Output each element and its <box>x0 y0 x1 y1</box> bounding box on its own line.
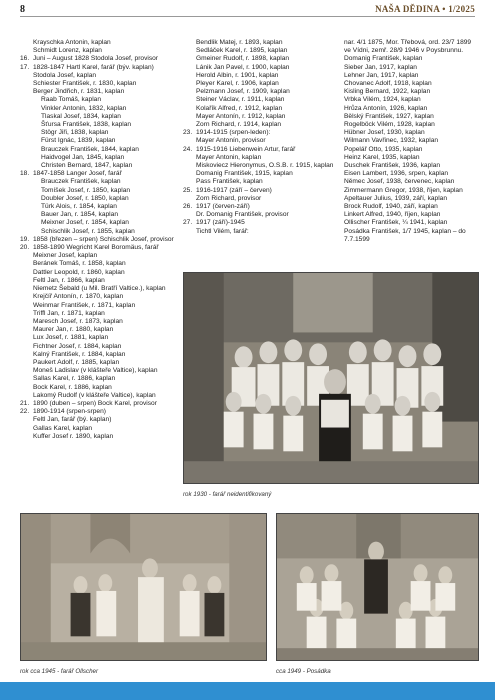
photo-caption-1930: rok 1930 - farář neidentifikovaný <box>183 491 272 498</box>
list-item <box>183 146 353 154</box>
entry-text: 1916-1917 (září – červen) <box>196 186 272 194</box>
entry-number <box>20 367 33 375</box>
entry-number <box>20 416 33 424</box>
entry-text: Tomíšek Josef, r. 1850, kaplan <box>41 186 131 194</box>
entry-number <box>20 211 33 219</box>
list-item <box>183 219 353 227</box>
entry-number <box>20 154 33 162</box>
list-item: Němec Josef, 1938, červenec, kaplan <box>344 178 455 186</box>
list-item <box>20 47 180 55</box>
entry-number <box>20 343 33 351</box>
entry-text: Maresch Josef, r. 1873, kaplan <box>33 317 123 325</box>
entry-text: Miskoviecz Hieronymus, O.S.B. r. 1915, kaplan <box>196 162 334 170</box>
entry-text: Fichtner Josef, r. 1884, kaplan <box>33 342 122 350</box>
list-item <box>20 39 180 47</box>
entry-text: Bendlik Matej, r. 1893, kaplan <box>196 39 283 46</box>
entry-number <box>20 310 33 318</box>
entry-text: Mayer Antonín, r. 1912, kaplan <box>196 112 286 120</box>
list-item: Linkert Alfred, 1940, říjen, kaplan <box>344 211 441 219</box>
entry-number <box>20 121 33 129</box>
list-item <box>20 425 180 433</box>
entry-number <box>20 72 33 80</box>
list-item <box>20 334 180 342</box>
entry-text: 1890-1914 (srpen-srpen) <box>33 408 106 416</box>
entry-number: 18. <box>20 170 30 178</box>
header-rule <box>20 16 475 17</box>
list-item <box>20 219 180 227</box>
entry-text: 1917 (červen-září) <box>196 203 250 211</box>
list-item <box>183 162 353 170</box>
entry-text: 1858-1890 Wegricht Karel Boromäus, farář <box>33 244 159 252</box>
entry-number <box>20 80 33 88</box>
entry-text: Feltl Jan, r. 1866, kaplan <box>33 276 105 284</box>
entry-number: 22. <box>20 408 30 416</box>
entry-number <box>183 154 196 162</box>
entry-number <box>183 47 196 55</box>
list-item <box>20 228 180 236</box>
list-item <box>183 228 353 236</box>
entry-text: Lux Josef, r. 1881, kaplan <box>33 334 109 342</box>
entry-number: 16. <box>20 55 30 63</box>
list-item <box>183 64 353 72</box>
entry-text: Pleyer Karel, r. 1906, kaplan <box>196 80 279 88</box>
entry-text: Mayer Antonín, provisor <box>196 137 266 145</box>
entry-number <box>20 113 33 121</box>
list-item <box>183 211 353 219</box>
entry-text: 1890 (duben – srpen) Bock Karel, provisor <box>33 399 157 407</box>
list-item <box>183 154 353 162</box>
entry-text: Sallas Karel, r. 1886, kaplan <box>33 375 116 383</box>
entry-text: Herold Albin, r. 1901, kaplan <box>196 71 279 79</box>
list-item <box>183 47 353 55</box>
entry-number <box>20 375 33 383</box>
entry-number <box>20 129 33 137</box>
photo-caption-1949: cca 1949 - Posádka <box>276 668 331 675</box>
entry-number <box>183 228 196 236</box>
list-item <box>20 80 180 88</box>
entry-number <box>20 195 33 203</box>
entry-text: Gmeiner Rudolf, r. 1898, kaplan <box>196 55 290 63</box>
entry-number <box>183 137 196 145</box>
list-item <box>183 195 353 203</box>
list-item <box>20 269 180 277</box>
list-item <box>183 88 353 96</box>
entry-number <box>20 433 33 441</box>
entry-number: 27. <box>183 219 193 227</box>
list-item <box>20 236 180 244</box>
entry-text: Beránek Tomáš, r. 1858, kaplan <box>33 260 126 268</box>
list-item <box>20 96 180 104</box>
entry-text: Paukert Adolf, r. 1885, kaplan <box>33 358 120 366</box>
entry-number <box>20 359 33 367</box>
list-item <box>183 105 353 113</box>
entry-number <box>20 187 33 195</box>
entry-number <box>183 72 196 80</box>
list-item <box>20 187 180 195</box>
list-item <box>20 318 180 326</box>
list-item <box>20 343 180 351</box>
list-item: Hübner Josef, 1930, kaplan <box>344 129 425 137</box>
entry-text: Mayer Antonin, kaplan <box>196 153 262 161</box>
entry-text: Brauczek František, 1844, kaplan <box>41 145 139 153</box>
entry-text: Meixner Josef, kaplan <box>33 252 98 260</box>
entry-number <box>20 302 33 310</box>
list-item <box>183 39 353 47</box>
list-item <box>183 203 353 211</box>
entry-number <box>183 55 196 63</box>
list-item <box>20 146 180 154</box>
entry-number <box>183 121 196 129</box>
entry-number <box>20 269 33 277</box>
list-item: Eisen Lambert, 1936, srpen, kaplan <box>344 170 449 178</box>
entry-number: 25. <box>183 186 193 194</box>
entry-number <box>183 39 196 47</box>
entry-number <box>183 64 196 72</box>
entry-text: Bock Karel, r. 1886, kaplan <box>33 383 112 391</box>
entry-number <box>20 351 33 359</box>
entry-number <box>20 252 33 260</box>
entry-text: Haidvogel Jan, 1845, kaplan <box>41 153 125 161</box>
entry-number <box>183 195 196 203</box>
list-item <box>20 416 180 424</box>
entry-number <box>183 178 196 186</box>
entry-number <box>183 88 196 96</box>
entry-number: 23. <box>183 129 193 137</box>
entry-text: Moneš Ladislav (v klášteře Valtice), kaplan <box>33 367 158 375</box>
entry-number <box>20 88 33 96</box>
list-item <box>183 55 353 63</box>
list-item <box>20 293 180 301</box>
entry-number <box>20 318 33 326</box>
entry-number <box>20 203 33 211</box>
text-column-2 <box>183 39 353 236</box>
list-item: Posádka František, 1/7 1945, kaplan – do 7.7.1599 <box>344 227 466 243</box>
entry-number <box>20 137 33 145</box>
entry-text: Tichtl Vilém, farář: <box>196 227 249 235</box>
entry-text: Dattler Leopold, r. 1860, kaplan <box>33 268 125 276</box>
list-item <box>183 187 353 195</box>
list-item <box>20 408 180 416</box>
list-item <box>20 154 180 162</box>
entry-text: Zorn Richard, r. 1914, kaplan <box>196 121 282 129</box>
entry-text: Sedláček Karel, r. 1895, kaplan <box>196 47 288 55</box>
entry-text: Schmidt Lorenz, kaplan <box>33 47 102 55</box>
entry-text: Stodola Josef, kaplan <box>33 71 97 79</box>
list-item: Popelář Otto, 1935, kaplan <box>344 145 423 153</box>
list-item <box>20 211 180 219</box>
list-item <box>20 195 180 203</box>
entry-text: 1858 (březen – srpen) Schischlik Josef, provisor <box>33 235 174 243</box>
list-item: Sieber Jan, 1917, kaplan <box>344 63 417 71</box>
entry-number: 26. <box>183 203 193 211</box>
entry-text: Türk Alois, r. 1854, kaplan <box>41 203 117 211</box>
entry-number <box>183 113 196 121</box>
entry-text: Gallas Karel, kaplan <box>33 424 93 432</box>
entry-number <box>20 334 33 342</box>
entry-text: 1915-1916 Liebenwein Artur, farář <box>196 145 296 153</box>
list-item: Wilmann Vavřinec, 1932, kaplan <box>344 137 439 145</box>
list-item <box>20 203 180 211</box>
list-item <box>20 252 180 260</box>
list-item: Vrbka Vilém, 1924, kaplan <box>344 96 421 104</box>
entry-text: Kolařík Alfred, r. 1912, kaplan <box>196 104 283 112</box>
list-item <box>20 170 180 178</box>
entry-text: 1828-1847 Hartl Karel, farář (býv. kaplan) <box>33 63 154 71</box>
list-item <box>20 113 180 121</box>
list-item: Rogelböck Vilém, 1928, kaplan <box>344 121 435 129</box>
photo-caption-1945: rok cca 1945 - farář Ollscher <box>20 668 99 675</box>
entry-text: Christen Bernard, 1847, kaplan <box>41 162 133 170</box>
list-item: Lehner Jan, 1917, kaplan <box>344 71 419 79</box>
entry-text: Krejčíř Antonín, r. 1870, kaplan <box>33 293 124 301</box>
list-item <box>20 55 180 63</box>
list-item: Bělský František, 1927, kaplan <box>344 112 434 120</box>
entry-text: Tlaskal Josef, 1834, kaplan <box>41 112 121 120</box>
list-item <box>20 384 180 392</box>
entry-text: Stögr Jiři, 1838, kaplan <box>41 129 109 137</box>
entry-text: Dr. Domanig František, provisor <box>196 211 289 219</box>
list-item <box>20 72 180 80</box>
historical-photo-1945 <box>20 513 267 661</box>
entry-number <box>20 228 33 236</box>
list-item <box>20 285 180 293</box>
list-item: Apeltauer Julius, 1939, září, kaplan <box>344 194 447 202</box>
entry-text: Domanig František, 1915, kaplan <box>196 170 293 178</box>
list-item <box>183 178 353 186</box>
list-item <box>20 375 180 383</box>
list-item: Duschek František, 1936, kaplan <box>344 162 441 170</box>
list-item <box>183 80 353 88</box>
entry-number: 19. <box>20 235 30 243</box>
list-item: Zimmermann Gregor, 1938, říjen, kaplan <box>344 186 463 194</box>
entry-number <box>20 392 33 400</box>
list-item <box>20 64 180 72</box>
list-item: Kisling Bernard, 1922, kaplan <box>344 88 431 96</box>
list-item <box>20 137 180 145</box>
entry-text: Berger Jindřich, r. 1831, kaplan <box>33 88 125 96</box>
list-item <box>183 96 353 104</box>
entry-number <box>20 96 33 104</box>
entry-text: Kalný František, r. 1884, kaplan <box>33 350 126 358</box>
entry-text: Pass František, kaplan <box>196 178 263 186</box>
list-item: Hrůza Antonín, 1926, kaplan <box>344 104 428 112</box>
entry-text: Schischlik Josef, r. 1855, kaplan <box>41 227 135 235</box>
list-item <box>183 129 353 137</box>
entry-number <box>20 146 33 154</box>
text-column-3 <box>344 39 479 244</box>
list-item <box>183 121 353 129</box>
list-item <box>20 326 180 334</box>
entry-text: Schiester František, r. 1830, kaplan <box>33 80 137 88</box>
entry-text: Meixner Josef, r. 1854, kaplan <box>41 219 129 227</box>
entry-text: Lánik Jan Pavel, r. 1900, kaplan <box>196 63 290 71</box>
list-item <box>20 88 180 96</box>
entry-number: 24. <box>183 145 193 153</box>
entry-text: Doubler Josef, r. 1850, kaplan <box>41 194 129 202</box>
list-item: Brock Rudolf, 1940, září, kaplan <box>344 203 438 211</box>
list-item <box>20 121 180 129</box>
entry-number <box>183 96 196 104</box>
list-item: Heinz Karel, 1935, kaplan <box>344 153 420 161</box>
list-item <box>20 359 180 367</box>
entry-text: Pelzmann Josef, r. 1909, kaplan <box>196 88 290 96</box>
entry-text: Raab Tomáš, kaplan <box>41 96 101 104</box>
entry-number <box>183 170 196 178</box>
list-item <box>183 170 353 178</box>
entry-number <box>183 162 196 170</box>
entry-number <box>20 293 33 301</box>
entry-number <box>183 105 196 113</box>
entry-text: Brauczek František, kaplan <box>41 178 121 186</box>
list-item <box>20 433 180 441</box>
list-item <box>20 302 180 310</box>
entry-text: Feltl Jan, farář (bý. kaplan) <box>33 416 112 424</box>
list-item <box>20 351 180 359</box>
entry-number <box>20 105 33 113</box>
entry-number: 17. <box>20 63 30 71</box>
list-item <box>183 72 353 80</box>
entry-text: Triffl Jan, r. 1871, kaplan <box>33 309 105 317</box>
historical-photo-1949 <box>276 513 479 661</box>
list-item <box>20 277 180 285</box>
entry-text: Bauer Jan, r. 1854, kaplan <box>41 211 118 219</box>
entry-number <box>20 47 33 55</box>
entry-number <box>20 384 33 392</box>
entry-number <box>20 39 33 47</box>
historical-photo-1930 <box>183 272 479 484</box>
entry-text: Niemetz Šebald (u Mil. Bratří Valtice.), kaplan <box>33 285 166 293</box>
entry-text: Zorn Richard, provisor <box>196 194 262 202</box>
entry-number <box>20 326 33 334</box>
magazine-title: NAŠA DĚDINA • 1/2025 <box>375 4 475 14</box>
entry-number <box>20 178 33 186</box>
entry-number <box>20 277 33 285</box>
list-item <box>20 367 180 375</box>
list-item <box>183 137 353 145</box>
entry-text: Šťursa František, 1838, kaplan <box>41 121 132 129</box>
list-item <box>20 260 180 268</box>
list-item: Chovanec Adolf, 1918, kaplan <box>344 80 432 88</box>
list-item <box>20 129 180 137</box>
entry-number <box>20 260 33 268</box>
entry-number <box>183 211 196 219</box>
entry-number <box>20 219 33 227</box>
entry-number <box>183 80 196 88</box>
entry-text: Steiner Václav, r. 1911, kaplan <box>196 96 285 104</box>
entry-number: 21. <box>20 399 30 407</box>
list-item: Ollischer František, ¼ 1941, kaplan <box>344 219 448 227</box>
list-item <box>20 244 180 252</box>
entry-text: Weinmar František, r. 1871, kaplan <box>33 301 136 309</box>
list-item <box>20 105 180 113</box>
entry-text: Maurer Jan, r. 1880, kaplan <box>33 326 114 334</box>
list-item <box>20 310 180 318</box>
entry-text: Vinkler Antonin, 1832, kaplan <box>41 104 127 112</box>
list-item <box>20 400 180 408</box>
list-item: nar. 4/1 1875, Mor. Třebová, ord. 23/7 1899 ve Vídni, zemř. 28/9 1946 v Poysbrunnu. <box>344 39 472 55</box>
page-number: 8 <box>20 4 25 15</box>
entry-text: 1917 (září)-1945 <box>196 219 245 227</box>
entry-text: 1914-1915 (srpen-leden): <box>196 129 271 137</box>
list-item <box>20 178 180 186</box>
entry-text: Fürst Ignác, 1839, kaplan <box>41 137 116 145</box>
entry-text: Juni – August 1828 Stodola Josef, provisor <box>33 55 158 63</box>
entry-number <box>20 162 33 170</box>
entry-number <box>20 285 33 293</box>
entry-text: Krayschka Antonin, kaplan <box>33 39 111 46</box>
footer-bar <box>0 682 495 700</box>
text-column-1 <box>20 39 180 441</box>
list-item <box>20 162 180 170</box>
list-item <box>183 113 353 121</box>
entry-number <box>20 425 33 433</box>
entry-number: 20. <box>20 244 30 252</box>
entry-text: Kuffer Josef r. 1890, kaplan <box>33 432 114 440</box>
entry-text: Lakomý Rudolf (v klášteře Valtice), kaplan <box>33 391 156 399</box>
list-item: Domanig František, kaplan <box>344 55 423 63</box>
list-item <box>20 392 180 400</box>
entry-text: 1847-1858 Langer Josef, farář <box>33 170 122 178</box>
